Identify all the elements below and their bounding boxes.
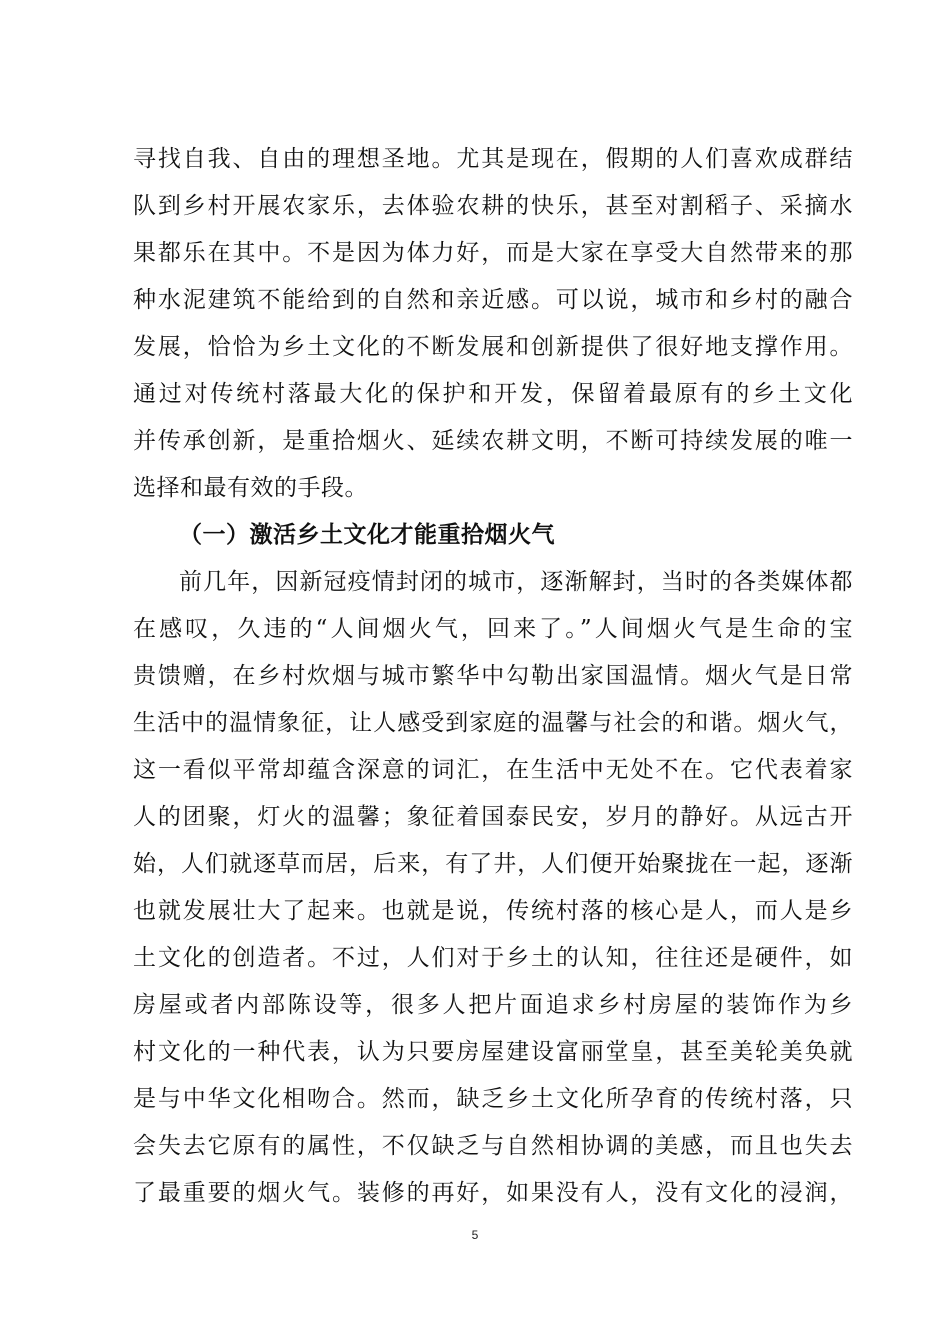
- paragraph-line: 选择和最有效的手段。: [133, 475, 368, 501]
- paragraph-line: 是与中华文化相吻合。然而，缺乏乡土文化所孕育的传统村落，只: [133, 1086, 853, 1112]
- paragraph-line: 始，人们就逐草而居，后来，有了井，人们便开始聚拢在一起，逐渐: [133, 851, 853, 877]
- paragraph-line: 了最重要的烟火气。装修的再好，如果没有人，没有文化的浸润，: [133, 1180, 853, 1206]
- paragraph-2: [133, 559, 853, 1217]
- paragraph-line: 贵馈赠，在乡村炊烟与城市繁华中勾勒出家国温情。烟火气是日常: [133, 663, 853, 689]
- paragraph-line: 村文化的一种代表，认为只要房屋建设富丽堂皇，甚至美轮美奂就: [133, 1039, 853, 1065]
- paragraph-line: 队到乡村开展农家乐，去体验农耕的快乐，甚至对割稻子、采摘水: [133, 193, 853, 219]
- paragraph-line: 生活中的温情象征，让人感受到家庭的温馨与社会的和谐。烟火气，: [133, 710, 853, 736]
- paragraph-line: 发展，恰恰为乡土文化的不断发展和创新提供了很好地支撑作用。: [133, 334, 853, 360]
- paragraph-line: 并传承创新，是重拾烟火、延续农耕文明，不断可持续发展的唯一: [133, 428, 853, 454]
- paragraph-line: 也就发展壮大了起来。也就是说，传统村落的核心是人，而人是乡: [133, 898, 853, 924]
- paragraph-line: 这一看似平常却蕴含深意的词汇，在生活中无处不在。它代表着家: [133, 757, 853, 783]
- paragraph-line: 土文化的创造者。不过，人们对于乡土的认知，往往还是硬件，如: [133, 945, 853, 971]
- paragraph-line: 种水泥建筑不能给到的自然和亲近感。可以说，城市和乡村的融合: [133, 287, 853, 313]
- paragraph-line: 人的团聚，灯火的温馨；象征着国泰民安，岁月的静好。从远古开: [133, 804, 853, 830]
- page-body: [133, 136, 853, 1217]
- section-heading: （一）激活乡土文化才能重拾烟火气: [179, 522, 555, 548]
- paragraph-line: 寻找自我、自由的理想圣地。尤其是现在，假期的人们喜欢成群结: [133, 146, 853, 172]
- paragraph-line: 果都乐在其中。不是因为体力好，而是大家在享受大自然带来的那: [133, 240, 853, 266]
- paragraph-line: 前几年，因新冠疫情封闭的城市，逐渐解封，当时的各类媒体都: [179, 569, 853, 595]
- paragraph-line: 房屋或者内部陈设等，很多人把片面追求乡村房屋的装饰作为乡: [133, 992, 853, 1018]
- paragraph-line: 会失去它原有的属性，不仅缺乏与自然相协调的美感，而且也失去: [133, 1133, 853, 1159]
- paragraph-line: 在感叹，久违的“人间烟火气，回来了。”人间烟火气是生命的宝: [133, 616, 853, 642]
- page-number: 5: [471, 1228, 479, 1242]
- paragraph-line: 通过对传统村落最大化的保护和开发，保留着最原有的乡土文化: [133, 381, 853, 407]
- paragraph-1: [133, 136, 853, 512]
